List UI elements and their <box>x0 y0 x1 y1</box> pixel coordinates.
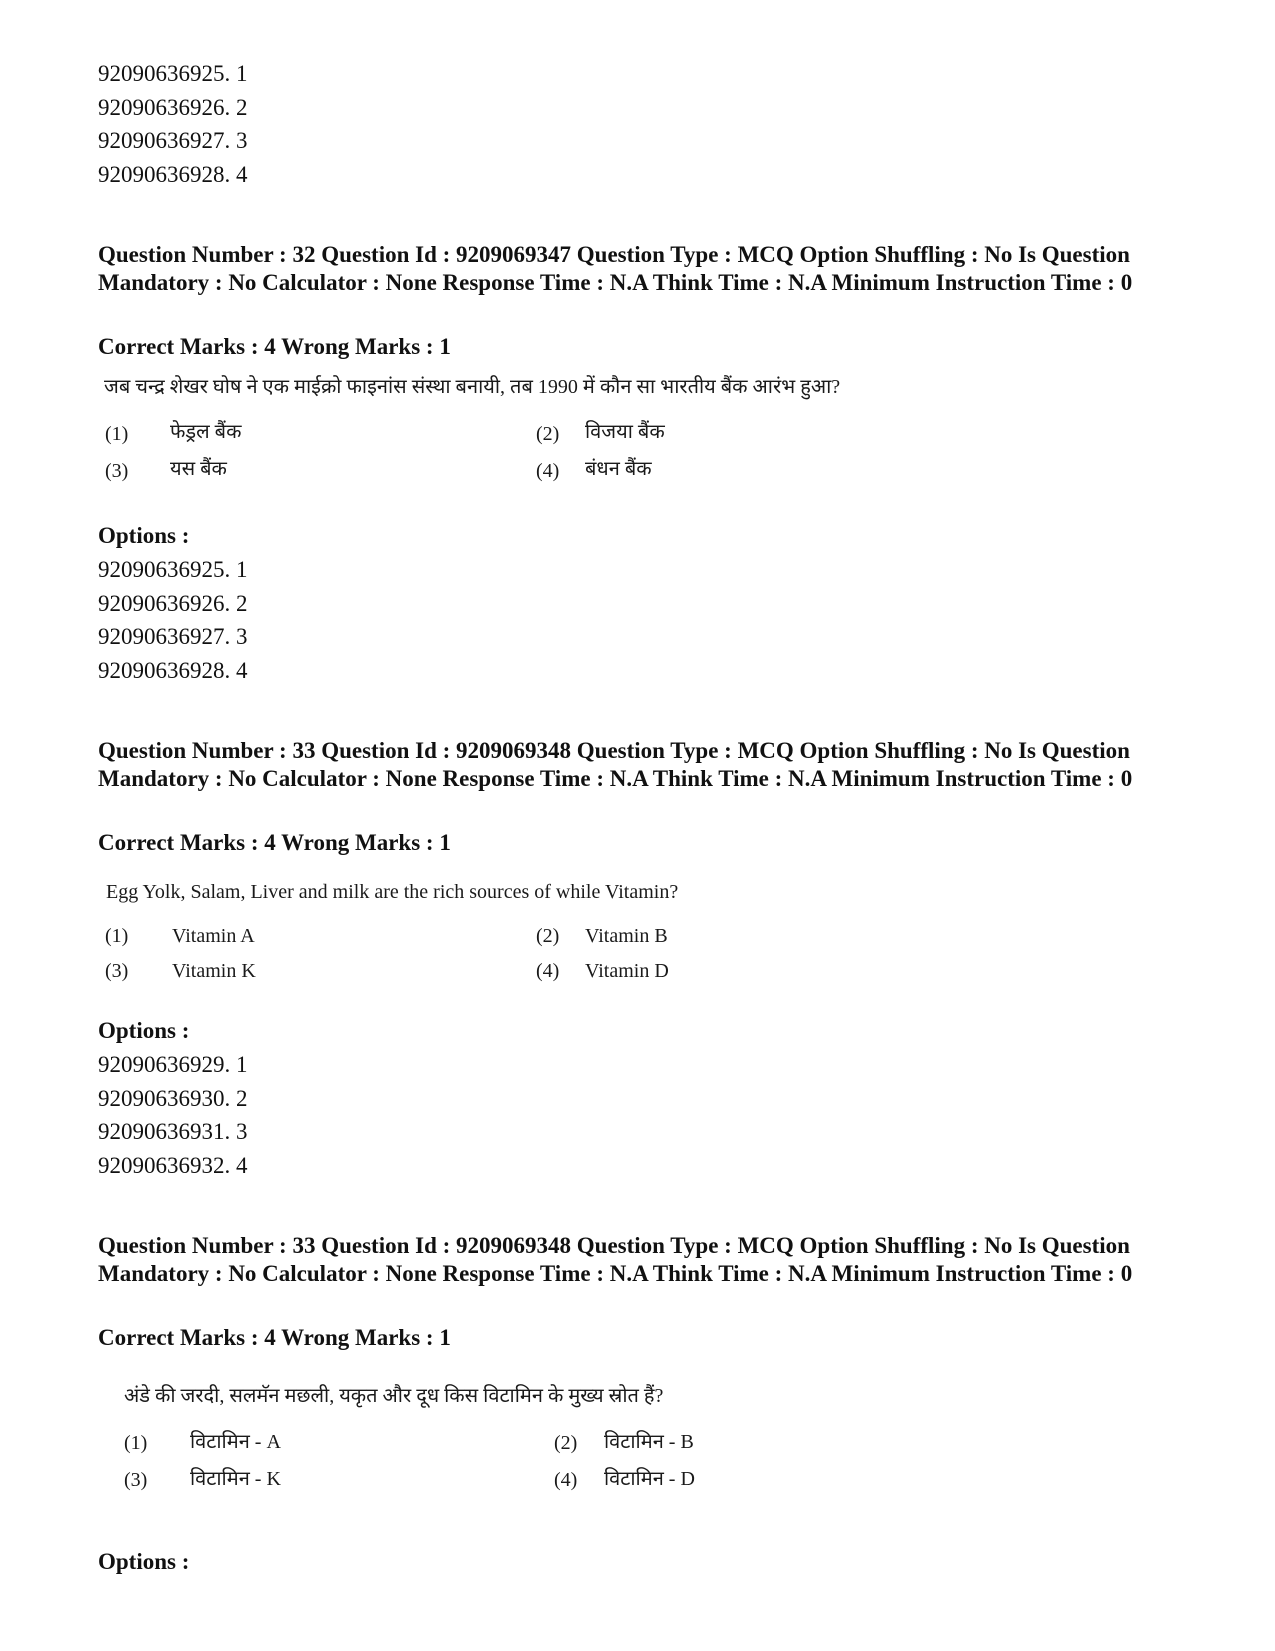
question-header: Question Number : 33 Question Id : 9209069348 Question Type : MCQ Option Shuffling : No Is Question Mandatory : No Calculator : None Response Time : N.A Think Time : N.A Minimum Instruction Time : 0 <box>98 738 1133 791</box>
question-text: Egg Yolk, Salam, Liver and milk are the rich sources of while Vitamin? <box>106 881 679 903</box>
choice-number: (3) <box>124 1469 148 1491</box>
choice-text: Vitamin D <box>585 960 669 982</box>
options-label: Options : <box>98 1549 190 1574</box>
option-line: 92090636926. 2 <box>98 591 248 616</box>
choice-number: (1) <box>105 925 129 947</box>
marks-line: Correct Marks : 4 Wrong Marks : 1 <box>98 830 451 855</box>
option-line: 92090636926. 2 <box>98 95 248 120</box>
choice-text: Vitamin A <box>172 925 255 947</box>
choice-text: बंधन बैंक <box>585 458 652 480</box>
question-header: Question Number : 32 Question Id : 9209069347 Question Type : MCQ Option Shuffling : No Is Question Mandatory : No Calculator : None Response Time : N.A Think Time : N.A Minimum Instruction Time : 0 <box>98 242 1133 295</box>
marks-line: Correct Marks : 4 Wrong Marks : 1 <box>98 334 451 359</box>
option-line: 92090636928. 4 <box>98 162 248 187</box>
option-line: 92090636925. 1 <box>98 557 248 582</box>
choice-text: Vitamin K <box>172 960 256 982</box>
choice-number: (2) <box>536 423 560 445</box>
option-line: 92090636927. 3 <box>98 128 248 153</box>
choice-number: (4) <box>554 1469 578 1491</box>
choice-number: (1) <box>124 1432 148 1454</box>
choice-number: (4) <box>536 460 560 482</box>
choice-text: विटामिन - D <box>604 1468 695 1490</box>
choice-number: (3) <box>105 460 129 482</box>
marks-line: Correct Marks : 4 Wrong Marks : 1 <box>98 1325 451 1350</box>
option-line: 92090636930. 2 <box>98 1086 248 1111</box>
option-line: 92090636928. 4 <box>98 658 248 683</box>
choice-number: (1) <box>105 423 129 445</box>
choice-text: Vitamin B <box>585 925 668 947</box>
question-text: अंडे की जरदी, सलमॅन मछली, यकृत और दूध किस विटामिन के मुख्य स्रोत हैं? <box>124 1385 664 1407</box>
options-label: Options : <box>98 1018 190 1043</box>
choice-text: विजया बैंक <box>585 421 665 443</box>
option-line: 92090636925. 1 <box>98 61 248 86</box>
choice-text: यस बैंक <box>170 458 227 480</box>
option-line: 92090636929. 1 <box>98 1052 248 1077</box>
option-line: 92090636931. 3 <box>98 1119 248 1144</box>
choice-text: विटामिन - K <box>190 1468 281 1490</box>
choice-text: फेड्रल बैंक <box>170 421 242 443</box>
options-label: Options : <box>98 523 190 548</box>
option-line: 92090636927. 3 <box>98 624 248 649</box>
choice-number: (2) <box>554 1432 578 1454</box>
choice-text: विटामिन - B <box>604 1431 694 1453</box>
option-line: 92090636932. 4 <box>98 1153 248 1178</box>
choice-number: (4) <box>536 960 560 982</box>
choice-text: विटामिन - A <box>190 1431 281 1453</box>
question-text: जब चन्द्र शेखर घोष ने एक माईक्रो फाइनांस संस्था बनायी, तब 1990 में कौन सा भारतीय बैंक आरंभ हुआ? <box>104 376 841 398</box>
choice-number: (2) <box>536 925 560 947</box>
choice-number: (3) <box>105 960 129 982</box>
question-header: Question Number : 33 Question Id : 9209069348 Question Type : MCQ Option Shuffling : No Is Question Mandatory : No Calculator : None Response Time : N.A Think Time : N.A Minimum Instruction Time : 0 <box>98 1233 1133 1286</box>
